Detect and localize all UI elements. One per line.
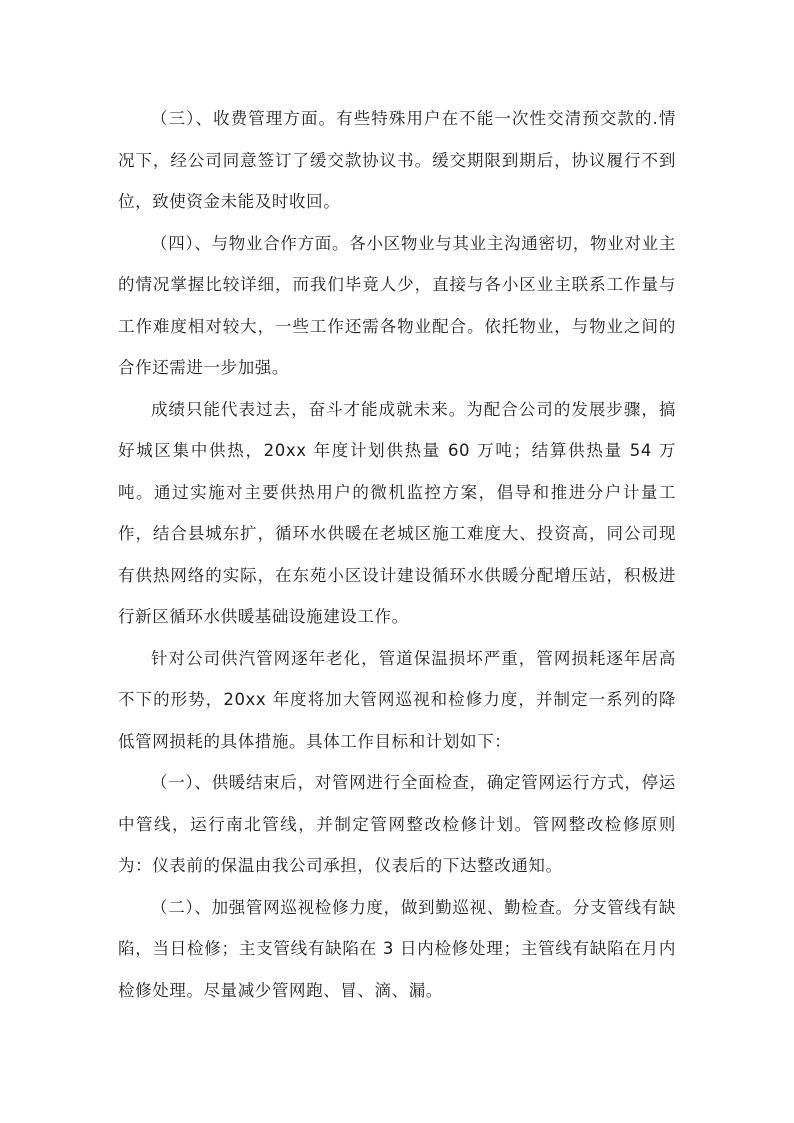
paragraph-property-cooperation: （四）、与物业合作方面。各小区物业与其业主沟通密切，物业对业主的情况掌握比较详细，而我们毕竟人少，直接与各小区业主联系工作量与工作难度相对较大，一些工作还需各物业配合。依托物业，与物业之间的合作还需进一步加强。 [118,233,676,377]
paragraph-patrol-maintenance: （二）、加强管网巡视检修力度，做到勤巡视、勤检查。分支管线有缺陷，当日检修；主支管线有缺陷在 3 日内检修处理；主管线有缺陷在月内检修处理。尽量减少管网跑、冒、滴、漏。 [118,897,676,1000]
paragraph-achievements-plan: 成绩只能代表过去，奋斗才能成就未来。为配合公司的发展步骤，搞好城区集中供热，20xx 年度计划供热量 60 万吨；结算供热量 54 万吨。通过实施对主要供热用户的微机监控方案，倡导和推进分户计量工作，结合县城东扩，循环水供暖在老城区施工难度大、投资高，同公司现有供热网络的实际，在东苑小区设计建设循环水供暖分配增压站，积极进行新区循环水供暖基础设施建设工作。 [118,399,676,626]
paragraph-inspection-after-heating: （一）、供暖结束后，对管网进行全面检查，确定管网运行方式，停运中管线，运行南北管线，并制定管网整改检修计划。管网整改检修原则为：仪表前的保温由我公司承担，仪表后的下达整改通知。 [118,773,676,875]
paragraph-pipe-network-aging: 针对公司供汽管网逐年老化，管道保温损坏严重，管网损耗逐年居高不下的形势，20xx 年度将加大管网巡视和检修力度，并制定一系列的降低管网损耗的具体措施。具体工作目标和计划如下： [118,648,676,751]
paragraph-fee-management: （三）、收费管理方面。有些特殊用户在不能一次性交清预交款的.情况下，经公司同意签订了缓交款协议书。缓交期限到期后，协议履行不到位，致使资金未能及时收回。 [118,109,676,211]
document-body [118,98,676,1011]
